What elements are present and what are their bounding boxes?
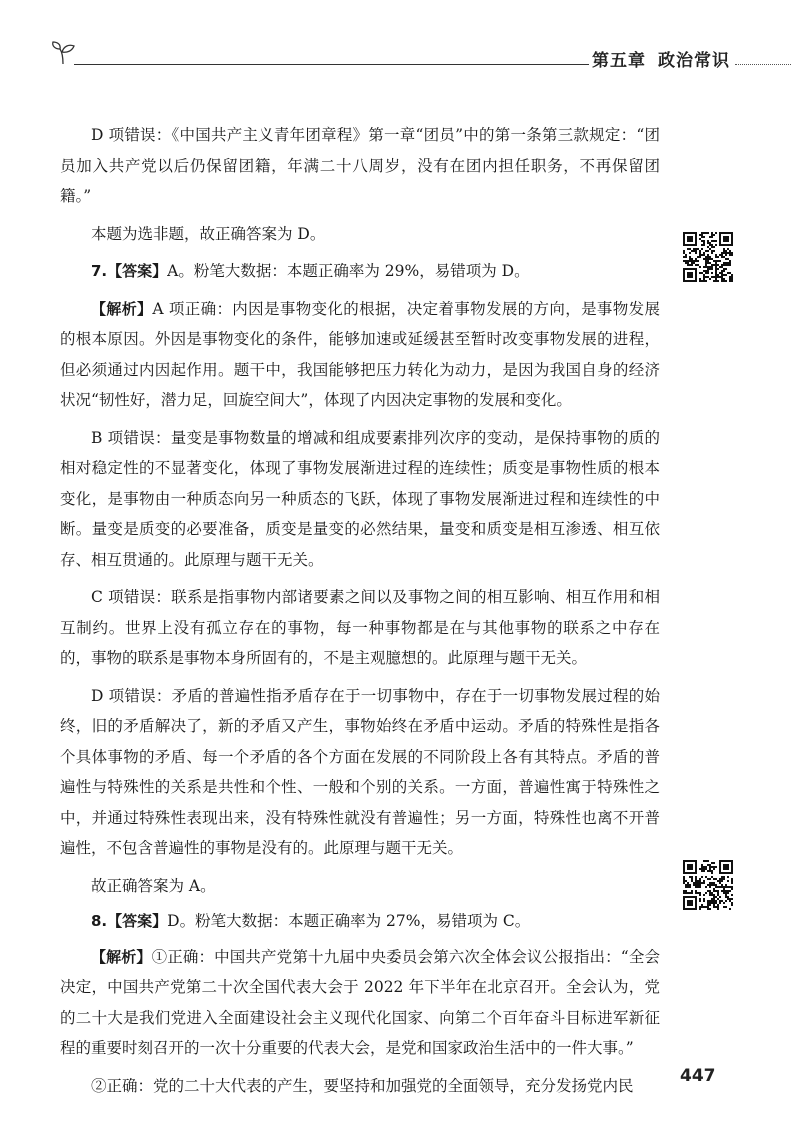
question-7-analysis-a: [60, 294, 660, 416]
question-7-conclusion: 故正确答案为 A。: [91, 876, 216, 895]
question-7-answer: [60, 256, 660, 287]
header-dotted-rule: [735, 64, 791, 65]
chapter-heading: [592, 46, 730, 71]
leaf-icon: [50, 40, 76, 66]
answer-text: D。粉笔大数据：本题正确率为 27%，易错项为 C。: [167, 912, 531, 930]
answer-label: 7.【答案】: [91, 262, 168, 280]
analysis-text: ①正确：中国共产党第十九届中央委员会第六次全体会议公报指出：“全会决定，中国共产党第二十次全国代表大会于 2022 年下半年在北京召开。全会认为，党的二十大是我们党进入全面建设社会主义现代化国家、向第二个百年奋斗目标进军新征程的重要时刻召开的一次十分重要的代表大会，是党和国家政治生活中的一件大事。”: [60, 947, 660, 1057]
qr-code-icon[interactable]: [683, 232, 733, 282]
answer-text: A。粉笔大数据：本题正确率为 29%，易错项为 D。: [167, 262, 530, 280]
paragraph-q6-conclusion: 本题为选非题，故正确答案为 D。: [91, 224, 326, 243]
question-8-answer: [60, 906, 660, 937]
chapter-title: 政治常识: [658, 51, 730, 71]
question-7-option-b: B 项错误：量变是事物数量的增减和组成要素排列次序的变动，是保持事物的质的相对稳定性的不显著变化，体现了事物发展渐进过程的连续性；质变是事物性质的根本变化，是事物由一种质态向另一种质态的飞跃，体现了事物发展渐进过程和连续性的中断。量变是质变的必要准备，质变是量变的必然结果，量变和质变是相互渗透、相互依存、相互贯通的。此原理与题干无关。: [60, 428, 660, 569]
question-8-analysis-1: [60, 942, 660, 1064]
question-7-option-d: D 项错误：矛盾的普遍性指矛盾存在于一切事物中，存在于一切事物发展过程的始终，旧的矛盾解决了，新的矛盾又产生，事物始终在矛盾中运动。矛盾的特殊性是指各个具体事物的矛盾、每一个矛盾的各个方面在发展的不同阶段上各有其特点。矛盾的普遍性与特殊性的关系是共性和个性、一般和个别的关系。一方面，普遍性寓于特殊性之中，并通过特殊性表现出来，没有特殊性就没有普遍性；另一方面，特殊性也离不开普遍性，不包含普遍性的事物是没有的。此原理与题干无关。: [60, 686, 660, 857]
question-7-option-c: C 项错误：联系是指事物内部诸要素之间以及事物之间的相互影响、相互作用和相互制约。世界上没有孤立存在的事物，每一种事物都是在与其他事物的联系之中存在的，事物的联系是事物本身所固有的，不是主观臆想的。此原理与题干无关。: [60, 588, 660, 667]
paragraph-option-d-youth-league: D 项错误：《中国共产主义青年团章程》第一章“团员”中的第一条第三款规定：“团员加入共产党以后仍保留团籍，年满二十八周岁，没有在团内担任职务，不再保留团籍。”: [60, 126, 660, 205]
header-rule: [74, 64, 589, 65]
analysis-label: 【解析】: [91, 299, 153, 318]
question-8-analysis-2: ②正确：党的二十大代表的产生，要坚持和加强党的全面领导，充分发扬党内民: [91, 1076, 634, 1095]
qr-code-icon[interactable]: [683, 860, 733, 910]
chapter-number: 第五章: [592, 51, 646, 71]
analysis-text: A 项正确：内因是事物变化的根据，决定着事物发展的方向，是事物发展的根本原因。外因是事物变化的条件，能够加速或延缓甚至暂时改变事物发展的进程，但必须通过内因起作用。题干中，我国能够把压力转化为动力，是因为我国自身的经济状况“韧性好，潜力足，回旋空间大”，体现了内因决定事物的发展和变化。: [60, 299, 660, 409]
page-number: 447: [680, 1066, 716, 1086]
analysis-label: 【解析】: [91, 947, 152, 966]
answer-label: 8.【答案】: [91, 912, 168, 930]
page-header: [0, 0, 800, 80]
page-body: [60, 120, 660, 1108]
